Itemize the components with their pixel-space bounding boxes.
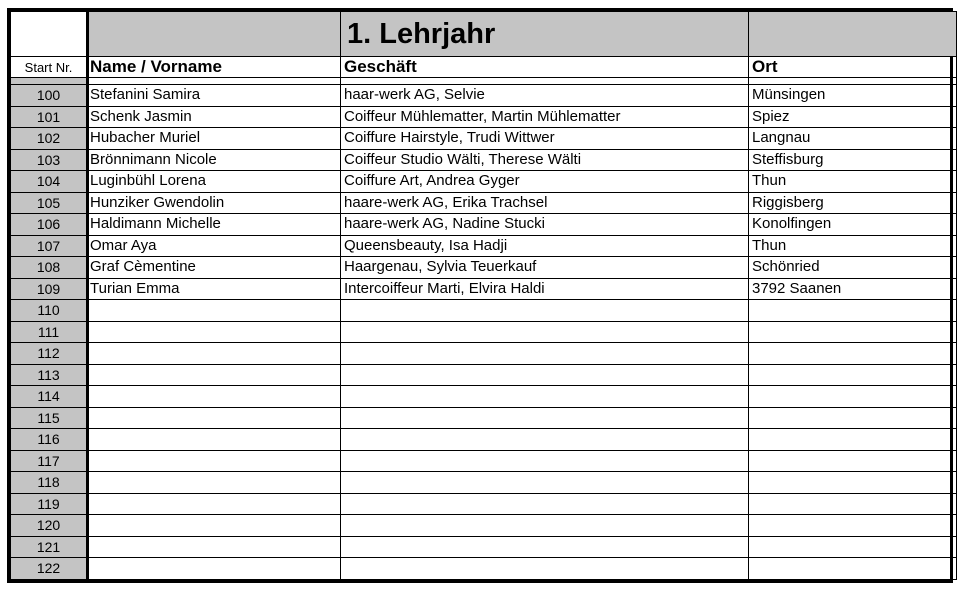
start-nr-cell: 112: [11, 343, 87, 365]
name-cell: Brönnimann Nicole: [87, 149, 341, 171]
name-cell: [87, 536, 341, 558]
name-cell: Haldimann Michelle: [87, 214, 341, 236]
ort-cell: Schönried: [749, 257, 957, 279]
header-start-nr: Start Nr.: [11, 57, 87, 78]
name-cell: [87, 429, 341, 451]
geschaeft-cell: [341, 364, 749, 386]
start-nr-cell: 106: [11, 214, 87, 236]
title-gray-cell: [87, 12, 341, 57]
geschaeft-cell: Queensbeauty, Isa Hadji: [341, 235, 749, 257]
ort-cell: Riggisberg: [749, 192, 957, 214]
table-row: [11, 214, 957, 236]
ort-cell: [749, 429, 957, 451]
name-cell: Hubacher Muriel: [87, 128, 341, 150]
start-nr-cell: 117: [11, 450, 87, 472]
geschaeft-cell: Coiffeur Mühlematter, Martin Mühlematter: [341, 106, 749, 128]
geschaeft-cell: [341, 300, 749, 322]
separator-row: [11, 78, 957, 85]
name-cell: [87, 493, 341, 515]
ort-cell: [749, 343, 957, 365]
header-geschaeft: Geschäft: [341, 57, 749, 78]
ort-cell: [749, 407, 957, 429]
start-nr-cell: 119: [11, 493, 87, 515]
separator-cell: [341, 78, 749, 85]
ort-cell: Spiez: [749, 106, 957, 128]
geschaeft-cell: [341, 536, 749, 558]
start-nr-cell: 109: [11, 278, 87, 300]
table-row: [11, 321, 957, 343]
ort-cell: [749, 386, 957, 408]
header-name: Name / Vorname: [87, 57, 341, 78]
table-row: [11, 300, 957, 322]
geschaeft-cell: Coiffeur Studio Wälti, Therese Wälti: [341, 149, 749, 171]
ort-cell: [749, 515, 957, 537]
name-cell: Luginbühl Lorena: [87, 171, 341, 193]
table-row: [11, 472, 957, 494]
table-row: [11, 386, 957, 408]
start-nr-cell: 122: [11, 558, 87, 580]
table-row: [11, 192, 957, 214]
geschaeft-cell: haare-werk AG, Nadine Stucki: [341, 214, 749, 236]
name-cell: [87, 343, 341, 365]
geschaeft-cell: [341, 515, 749, 537]
name-cell: Graf Cèmentine: [87, 257, 341, 279]
table-row: [11, 407, 957, 429]
name-cell: [87, 407, 341, 429]
start-nr-cell: 108: [11, 257, 87, 279]
table-row: [11, 429, 957, 451]
start-nr-cell: 107: [11, 235, 87, 257]
ort-cell: [749, 558, 957, 580]
name-cell: Schenk Jasmin: [87, 106, 341, 128]
start-nr-cell: 104: [11, 171, 87, 193]
start-nr-cell: 102: [11, 128, 87, 150]
name-cell: Omar Aya: [87, 235, 341, 257]
ort-cell: [749, 493, 957, 515]
name-cell: [87, 364, 341, 386]
geschaeft-cell: [341, 558, 749, 580]
name-cell: [87, 558, 341, 580]
start-nr-cell: 110: [11, 300, 87, 322]
start-nr-cell: 103: [11, 149, 87, 171]
title-row: [11, 12, 957, 57]
ort-cell: Thun: [749, 171, 957, 193]
geschaeft-cell: [341, 472, 749, 494]
table-row: [11, 149, 957, 171]
name-cell: [87, 300, 341, 322]
ort-cell: Thun: [749, 235, 957, 257]
table-row: [11, 364, 957, 386]
start-nr-cell: 111: [11, 321, 87, 343]
table-row: [11, 235, 957, 257]
geschaeft-cell: [341, 321, 749, 343]
start-nr-cell: 121: [11, 536, 87, 558]
geschaeft-cell: haar-werk AG, Selvie: [341, 85, 749, 107]
header-ort: Ort: [749, 57, 957, 78]
table-row: [11, 558, 957, 580]
ort-cell: [749, 300, 957, 322]
start-nr-cell: 114: [11, 386, 87, 408]
start-nr-cell: 120: [11, 515, 87, 537]
separator-cell: [87, 78, 341, 85]
table-row: [11, 493, 957, 515]
start-nr-cell: 118: [11, 472, 87, 494]
participant-sheet: [7, 8, 953, 583]
ort-cell: Konolfingen: [749, 214, 957, 236]
table-row: [11, 85, 957, 107]
separator-cell: [11, 78, 87, 85]
start-nr-cell: 101: [11, 106, 87, 128]
table-row: [11, 278, 957, 300]
geschaeft-cell: [341, 407, 749, 429]
geschaeft-cell: [341, 343, 749, 365]
start-nr-cell: 116: [11, 429, 87, 451]
geschaeft-cell: [341, 450, 749, 472]
title-blank-cell: [11, 12, 87, 57]
ort-cell: [749, 321, 957, 343]
ort-cell: [749, 536, 957, 558]
start-nr-cell: 113: [11, 364, 87, 386]
name-cell: [87, 386, 341, 408]
ort-cell: 3792 Saanen: [749, 278, 957, 300]
participant-table: [10, 11, 957, 580]
name-cell: Turian Emma: [87, 278, 341, 300]
table-row: [11, 106, 957, 128]
geschaeft-cell: Coiffure Art, Andrea Gyger: [341, 171, 749, 193]
table-row: [11, 515, 957, 537]
geschaeft-cell: [341, 429, 749, 451]
name-cell: [87, 472, 341, 494]
ort-cell: Münsingen: [749, 85, 957, 107]
page-title: 1. Lehrjahr: [341, 12, 749, 57]
table-row: [11, 257, 957, 279]
name-cell: [87, 450, 341, 472]
geschaeft-cell: haare-werk AG, Erika Trachsel: [341, 192, 749, 214]
separator-cell: [749, 78, 957, 85]
name-cell: [87, 515, 341, 537]
start-nr-cell: 115: [11, 407, 87, 429]
ort-cell: Langnau: [749, 128, 957, 150]
table-row: [11, 128, 957, 150]
ort-cell: [749, 450, 957, 472]
geschaeft-cell: Haargenau, Sylvia Teuerkauf: [341, 257, 749, 279]
table-row: [11, 536, 957, 558]
name-cell: Stefanini Samira: [87, 85, 341, 107]
table-row: [11, 343, 957, 365]
name-cell: Hunziker Gwendolin: [87, 192, 341, 214]
ort-cell: Steffisburg: [749, 149, 957, 171]
table-row: [11, 171, 957, 193]
geschaeft-cell: [341, 493, 749, 515]
geschaeft-cell: [341, 386, 749, 408]
geschaeft-cell: Coiffure Hairstyle, Trudi Wittwer: [341, 128, 749, 150]
ort-cell: [749, 472, 957, 494]
header-row: [11, 57, 957, 78]
ort-cell: [749, 364, 957, 386]
name-cell: [87, 321, 341, 343]
start-nr-cell: 100: [11, 85, 87, 107]
table-row: [11, 450, 957, 472]
start-nr-cell: 105: [11, 192, 87, 214]
title-gray-cell: [749, 12, 957, 57]
geschaeft-cell: Intercoiffeur Marti, Elvira Haldi: [341, 278, 749, 300]
